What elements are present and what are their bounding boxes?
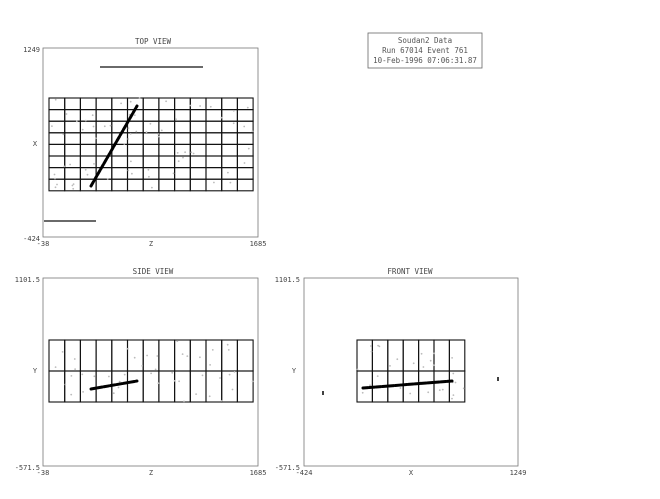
top-view-hit	[56, 184, 58, 186]
top-view-hit	[87, 174, 89, 176]
top-view-hit	[95, 137, 97, 139]
top-view-module	[143, 110, 159, 122]
side-view-hit	[127, 348, 129, 350]
side-view-xmax-label: 1685	[249, 469, 267, 477]
top-view-module	[206, 144, 222, 156]
side-view-frame	[43, 278, 258, 466]
side-view-hit	[221, 400, 223, 402]
side-view-hit	[195, 393, 197, 395]
top-view-module	[80, 98, 96, 110]
side-view-hit	[141, 365, 143, 367]
top-view-hit	[54, 174, 56, 176]
side-view-yaxis-label: Y	[32, 367, 38, 375]
top-view-hit	[104, 125, 106, 127]
top-view-modules	[49, 98, 253, 191]
front-view-module	[434, 371, 449, 402]
top-view-module	[222, 98, 238, 110]
front-view-panel	[275, 267, 527, 477]
top-view-hit	[93, 126, 95, 128]
top-view-module	[190, 156, 206, 168]
top-view-module	[222, 110, 238, 122]
top-view-track	[91, 106, 137, 186]
side-view-hit	[232, 389, 234, 391]
side-view-hit	[124, 374, 126, 376]
side-view-module	[49, 371, 65, 402]
front-view-hit	[413, 362, 415, 364]
side-view-module	[206, 340, 222, 371]
side-view-module	[80, 340, 96, 371]
top-view-module	[237, 110, 253, 122]
front-view-hit	[423, 366, 425, 368]
top-view-hit	[123, 143, 125, 145]
side-view-hit	[158, 382, 160, 384]
top-view-module	[159, 144, 175, 156]
top-view-module	[96, 110, 112, 122]
event-info-box	[368, 33, 482, 68]
side-view-hit	[202, 375, 204, 377]
front-view-hit	[452, 373, 454, 375]
top-view-ymin-label: -424	[23, 235, 40, 243]
side-view-module	[65, 371, 81, 402]
top-view-module	[206, 156, 222, 168]
front-view-hit	[370, 345, 372, 347]
top-view-hits	[51, 97, 253, 189]
front-view-hit	[362, 392, 364, 394]
top-view-module	[237, 168, 253, 180]
top-view-hit	[158, 136, 160, 138]
top-view-yaxis-label: X	[32, 140, 38, 148]
top-view-hit	[110, 125, 112, 127]
side-view-hit	[156, 355, 158, 357]
top-view-hit	[82, 129, 84, 131]
front-view-hit	[433, 353, 435, 355]
front-view-hit	[433, 364, 435, 366]
side-view-ymax-label: 1101.5	[14, 276, 40, 284]
side-view-module	[128, 340, 144, 371]
side-view-hit	[183, 401, 185, 403]
top-view-hit	[55, 186, 57, 188]
top-view-hit	[244, 162, 246, 164]
front-view-frame	[304, 278, 518, 466]
top-view-hit	[128, 127, 130, 129]
top-view-module	[206, 121, 222, 133]
side-view-hit	[71, 375, 73, 377]
top-view-xmin-label: -38	[36, 240, 50, 248]
side-view-module	[159, 371, 175, 402]
side-view-hit	[134, 357, 136, 359]
front-view-hit	[377, 375, 379, 377]
top-view-hit	[177, 152, 179, 154]
front-view-hit	[421, 353, 423, 355]
front-view-hit	[451, 398, 453, 400]
side-view-hit	[74, 368, 76, 370]
top-view-xaxis-label: Z	[148, 240, 154, 248]
side-view-hit	[186, 355, 188, 357]
side-view-xaxis-label: Z	[148, 469, 154, 477]
top-view-module	[206, 110, 222, 122]
front-view-module	[357, 340, 372, 371]
top-view-module	[175, 168, 191, 180]
side-view-hit	[150, 373, 152, 375]
top-view-module	[206, 133, 222, 145]
top-view-hit	[51, 125, 53, 127]
side-view-module	[112, 340, 128, 371]
front-view-hit	[442, 389, 444, 391]
top-view-module	[175, 121, 191, 133]
side-view-module	[190, 340, 206, 371]
top-view-hit	[157, 133, 159, 135]
top-view-hit	[135, 131, 137, 133]
top-view-title: TOP VIEW	[134, 37, 172, 46]
side-view-hit	[155, 369, 157, 371]
front-view-module	[449, 340, 464, 371]
top-view-module	[112, 156, 128, 168]
top-view-hit	[92, 114, 94, 116]
top-view-frame	[43, 48, 258, 237]
side-view-hit	[93, 375, 95, 377]
side-view-hit	[70, 394, 72, 396]
top-view-hit	[227, 172, 229, 174]
front-view-xmin-label: -424	[295, 469, 313, 477]
top-view-panel	[23, 37, 266, 248]
side-view-hit	[146, 355, 148, 357]
top-view-hit	[93, 163, 95, 165]
top-view-module	[222, 133, 238, 145]
side-view-hit	[82, 391, 84, 393]
top-view-module	[175, 133, 191, 145]
side-view-hit	[171, 372, 173, 374]
top-view-hit	[72, 188, 74, 190]
top-view-hit	[151, 187, 153, 189]
front-view-hit	[389, 365, 391, 367]
side-view-hit	[174, 380, 176, 382]
side-view-module	[128, 371, 144, 402]
top-view-module	[206, 98, 222, 110]
top-view-module	[175, 110, 191, 122]
side-view-hit	[113, 392, 115, 394]
top-view-module	[143, 98, 159, 110]
front-view-module	[419, 371, 434, 402]
side-view-hit	[234, 371, 236, 373]
top-view-hit	[76, 121, 78, 123]
side-view-panel	[15, 267, 267, 477]
top-view-hit	[107, 178, 109, 180]
top-view-hit	[73, 183, 75, 185]
top-view-hit	[165, 100, 167, 102]
top-view-module	[159, 110, 175, 122]
top-view-hit	[63, 166, 65, 168]
front-view-yaxis-label: Y	[291, 367, 297, 375]
side-view-hit	[209, 395, 211, 397]
top-view-module	[190, 179, 206, 191]
top-view-module	[112, 179, 128, 191]
front-view-xaxis-label: X	[408, 469, 414, 477]
top-view-module	[96, 121, 112, 133]
top-view-module	[237, 121, 253, 133]
top-view-hit	[199, 105, 201, 107]
side-view-hit	[199, 356, 201, 358]
top-view-module	[143, 156, 159, 168]
top-view-module	[237, 133, 253, 145]
top-view-module	[159, 179, 175, 191]
top-view-module	[65, 133, 81, 145]
side-view-hit	[108, 376, 110, 378]
top-view-hit	[233, 110, 235, 112]
side-view-hit	[252, 381, 254, 383]
top-view-module	[49, 168, 65, 180]
top-view-module	[112, 110, 128, 122]
front-view-module	[403, 340, 418, 371]
side-view-hit	[227, 344, 229, 346]
top-view-hit	[230, 182, 232, 184]
top-view-hit	[54, 178, 56, 180]
top-view-module	[49, 121, 65, 133]
info-run-event: Run 67014 Event 761	[382, 46, 468, 55]
top-view-hit	[130, 101, 132, 103]
front-view-hit	[396, 358, 398, 360]
side-view-hit	[118, 387, 120, 389]
top-view-hit	[210, 106, 212, 108]
top-view-hit	[146, 131, 148, 133]
front-view-hit	[371, 351, 373, 353]
top-view-module	[159, 98, 175, 110]
top-view-hit	[243, 126, 245, 128]
front-view-title: FRONT VIEW	[387, 267, 433, 276]
top-view-module	[143, 168, 159, 180]
side-view-module	[96, 340, 112, 371]
side-view-hit	[229, 374, 231, 376]
top-view-hit	[247, 107, 249, 109]
top-view-xmax-label: 1685	[249, 240, 267, 248]
top-view-module	[80, 110, 96, 122]
top-view-module	[128, 133, 144, 145]
top-view-hit	[148, 176, 150, 178]
top-view-hit	[127, 138, 129, 140]
top-view-hit	[184, 151, 186, 153]
top-view-hit	[130, 133, 132, 135]
top-view-module	[190, 121, 206, 133]
top-view-module	[65, 98, 81, 110]
top-view-module	[159, 156, 175, 168]
top-view-hit	[63, 133, 65, 135]
front-view-hit	[453, 394, 455, 396]
top-view-module	[49, 98, 65, 110]
front-view-ymax-label: 1101.5	[274, 276, 300, 284]
side-view-hit	[228, 349, 230, 351]
side-view-module	[49, 340, 65, 371]
front-view-hit	[439, 389, 441, 391]
side-view-hit	[119, 381, 121, 383]
top-view-module	[96, 179, 112, 191]
top-view-module	[112, 168, 128, 180]
top-view-module	[143, 144, 159, 156]
top-view-module	[222, 179, 238, 191]
side-view-module	[65, 340, 81, 371]
front-view-module	[372, 340, 387, 371]
side-view-module	[175, 371, 191, 402]
top-view-module	[143, 121, 159, 133]
top-view-ymax-label: 1249	[23, 46, 40, 54]
side-view-module	[143, 340, 159, 371]
top-view-module	[175, 98, 191, 110]
top-view-hit	[252, 130, 254, 132]
front-view-hit	[427, 391, 429, 393]
top-view-module	[190, 133, 206, 145]
front-view-ymin-label: -571.5	[274, 464, 300, 472]
top-view-hit	[69, 164, 71, 166]
side-view-hit	[64, 384, 66, 386]
top-view-module	[237, 98, 253, 110]
top-view-module	[175, 144, 191, 156]
front-view-hit	[357, 369, 359, 371]
side-view-hit	[74, 358, 76, 360]
front-view-hit	[430, 360, 432, 362]
top-view-module	[128, 156, 144, 168]
side-view-module	[222, 371, 238, 402]
front-view-module	[419, 340, 434, 371]
top-view-module	[222, 156, 238, 168]
top-view-hit	[233, 122, 235, 124]
top-view-module	[159, 133, 175, 145]
top-view-hit	[248, 148, 250, 150]
side-view-module	[237, 340, 253, 371]
front-view-hit	[400, 387, 402, 389]
side-view-hit	[178, 380, 180, 382]
top-view-module	[49, 110, 65, 122]
top-view-hit	[173, 173, 175, 175]
side-view-module	[159, 340, 175, 371]
side-view-module	[237, 371, 253, 402]
top-view-hit	[221, 117, 223, 119]
side-view-xmin-label: -38	[36, 469, 50, 477]
top-view-module	[190, 168, 206, 180]
side-view-hit	[212, 349, 214, 351]
front-view-hit	[451, 357, 453, 359]
side-view-hit	[62, 351, 64, 353]
top-view-hit	[85, 120, 87, 122]
top-view-hit	[85, 169, 87, 171]
top-view-module	[206, 179, 222, 191]
top-view-module	[159, 168, 175, 180]
side-view-modules	[49, 340, 253, 402]
top-view-module	[128, 144, 144, 156]
top-view-module	[222, 144, 238, 156]
top-view-module	[49, 156, 65, 168]
side-view-module	[143, 371, 159, 402]
top-view-module	[237, 156, 253, 168]
top-view-hit	[127, 170, 129, 172]
side-view-module	[206, 371, 222, 402]
top-view-module	[80, 168, 96, 180]
front-view-module	[434, 340, 449, 371]
top-view-module	[190, 110, 206, 122]
top-view-module	[222, 168, 238, 180]
top-view-module	[96, 98, 112, 110]
top-view-module	[222, 121, 238, 133]
top-view-module	[49, 144, 65, 156]
side-view-track	[91, 381, 137, 389]
top-view-module	[237, 144, 253, 156]
top-view-module	[128, 168, 144, 180]
front-view-module	[449, 371, 464, 402]
top-view-module	[175, 179, 191, 191]
top-view-module	[143, 179, 159, 191]
top-view-module	[65, 144, 81, 156]
top-view-hit	[120, 103, 122, 105]
top-view-hit	[182, 157, 184, 159]
front-view-track	[363, 381, 452, 388]
top-view-module	[237, 179, 253, 191]
top-view-module	[65, 121, 81, 133]
top-view-hit	[150, 123, 152, 125]
front-view-hit	[455, 382, 457, 384]
top-view-hit	[193, 153, 195, 155]
side-view-hit	[209, 364, 211, 366]
side-view-module	[222, 340, 238, 371]
top-view-hit	[161, 130, 163, 132]
front-view-xmax-label: 1249	[509, 469, 527, 477]
top-view-hit	[131, 173, 133, 175]
top-view-module	[190, 144, 206, 156]
top-view-hit	[178, 160, 180, 162]
front-view-modules	[357, 340, 465, 402]
top-view-hit	[148, 169, 150, 171]
side-view-hit	[55, 366, 57, 368]
top-view-module	[65, 110, 81, 122]
side-view-module	[112, 371, 128, 402]
front-view-hit	[463, 388, 465, 390]
top-view-module	[128, 179, 144, 191]
top-view-module	[49, 133, 65, 145]
top-view-module	[96, 133, 112, 145]
top-view-module	[128, 121, 144, 133]
top-view-hit	[190, 105, 192, 107]
front-view-module	[403, 371, 418, 402]
top-view-hit	[175, 118, 177, 120]
front-view-hit	[409, 393, 411, 395]
top-view-module	[80, 133, 96, 145]
side-view-hit	[176, 340, 178, 342]
top-view-hit	[190, 151, 192, 153]
top-view-hit	[66, 113, 68, 115]
side-view-ymin-label: -571.5	[14, 464, 40, 472]
side-view-hit	[81, 374, 83, 376]
top-view-module	[65, 156, 81, 168]
side-view-hit	[219, 377, 221, 379]
top-view-module	[80, 144, 96, 156]
info-detector: Soudan2 Data	[397, 36, 453, 45]
top-view-module	[112, 98, 128, 110]
top-view-hit	[134, 114, 136, 116]
top-view-module	[206, 168, 222, 180]
top-view-module	[65, 168, 81, 180]
top-view-hit	[213, 182, 215, 184]
top-view-module	[80, 156, 96, 168]
top-view-hit	[55, 99, 57, 101]
side-view-module	[190, 371, 206, 402]
top-view-hit	[72, 185, 74, 187]
info-timestamp: 10-Feb-1996 07:06:31.87	[373, 56, 477, 65]
side-view-hit	[182, 353, 184, 355]
top-view-hit	[130, 161, 132, 163]
side-view-title: SIDE VIEW	[132, 267, 174, 276]
top-view-module	[143, 133, 159, 145]
top-view-hit	[139, 97, 141, 99]
front-view-hit	[377, 345, 379, 347]
top-view-module	[190, 98, 206, 110]
